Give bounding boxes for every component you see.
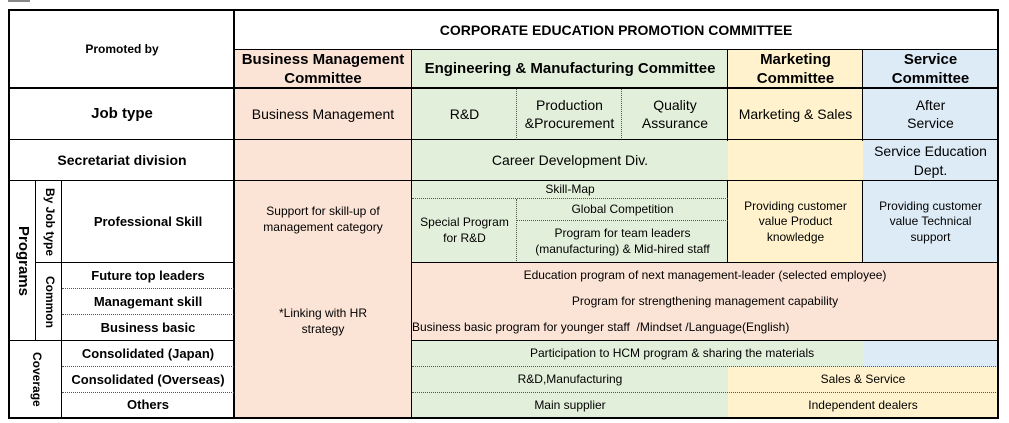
grid-line — [727, 50, 728, 141]
corner-mark — [8, 0, 30, 2]
grid-line — [35, 181, 36, 341]
others-label: Others — [127, 397, 169, 413]
business-basic-program: Business basic program for younger staff /Mindset /Language(English) — [412, 315, 998, 341]
grid-line — [411, 50, 412, 418]
job-type-label: Job type — [91, 105, 153, 123]
special-program-rnd: Special Program for R&D — [412, 199, 517, 263]
secretariat-label: Secretariat division — [57, 152, 187, 169]
service-committee: Service Committee — [863, 50, 998, 88]
grid-line — [61, 181, 62, 418]
future-top-leaders-label: Future top leaders — [91, 267, 205, 283]
professional-skill-label: Professional Skill — [93, 213, 203, 229]
grid-line — [62, 392, 234, 393]
grid-line — [10, 180, 998, 181]
grid-line — [412, 366, 998, 367]
job-quality: Quality Assurance — [622, 88, 728, 140]
service-education-dept: Service Education Dept. — [863, 140, 998, 181]
rnd-manufacturing: R&D,Manufacturing — [412, 367, 728, 393]
job-after-service: After Service — [863, 88, 998, 140]
grid-line — [62, 314, 234, 315]
support-skill-up-text: Support for skill-up of management category — [263, 204, 383, 234]
skill-map: Skill-Map — [412, 181, 728, 199]
secretariat-marketing-blank — [728, 140, 863, 181]
grid-line — [234, 49, 998, 50]
next-leader-program: Education program of next management-leader (selected employee) — [412, 263, 998, 289]
committee-title: CORPORATE EDUCATION PROMOTION COMMITTEE — [439, 22, 793, 39]
grid-line — [412, 262, 998, 263]
grid-line — [727, 181, 728, 263]
job-production: Production &Procurement — [517, 88, 622, 140]
job-rnd: R&D — [412, 88, 517, 140]
grid-line — [516, 88, 517, 140]
job-business-management: Business Management — [234, 88, 412, 140]
hcm-participation: Participation to HCM program & sharing the materials — [530, 346, 815, 361]
programs-label: Programs — [14, 225, 32, 297]
grid-line — [412, 198, 728, 199]
marketing-committee: Marketing Committee — [728, 50, 863, 88]
grid-line — [233, 10, 235, 418]
grid-line — [621, 88, 622, 140]
grid-line — [516, 199, 517, 263]
coverage-label: Coverage — [29, 352, 44, 407]
grid-line — [862, 181, 863, 263]
by-job-type-label: By Job type — [42, 187, 57, 256]
consolidated-overseas-label: Consolidated (Overseas) — [71, 371, 225, 387]
marketing-customer-value: Providing customer value Product knowledge — [728, 181, 863, 263]
grid-line — [62, 366, 234, 367]
promoted-by-label: Promoted by — [85, 41, 159, 56]
consolidated-japan-label: Consolidated (Japan) — [81, 345, 215, 361]
business-basic-label: Business basic — [100, 319, 196, 335]
sales-service: Sales & Service — [728, 367, 998, 393]
business-management-committee: Business Management Committee — [234, 50, 412, 88]
service-customer-value: Providing customer value Technical support — [863, 181, 998, 263]
global-competition: Global Competition — [517, 199, 728, 221]
grid-line — [412, 340, 998, 341]
strengthening-program: Program for strengthening management capability — [412, 289, 998, 315]
career-development-div: Career Development Div. — [412, 140, 728, 181]
grid-line — [412, 392, 998, 393]
secretariat-business-blank — [234, 140, 412, 181]
independent-dealers: Independent dealers — [728, 393, 998, 418]
grid-line — [862, 50, 863, 141]
common-label: Common — [42, 276, 57, 328]
engineering-manufacturing-committee: Engineering & Manufacturing Committee — [412, 50, 728, 88]
management-skill-label: Managemant skill — [93, 293, 203, 309]
grid-line — [10, 139, 998, 140]
grid-line — [62, 288, 234, 289]
grid-line — [10, 87, 998, 89]
program-team-leaders: Program for team leaders (manufacturing) & Mid-hired staff — [517, 221, 728, 263]
job-marketing-sales: Marketing & Sales — [728, 88, 863, 140]
main-supplier: Main supplier — [412, 393, 728, 418]
linking-hr-strategy-text: *Linking with HR strategy — [278, 306, 368, 336]
grid-line — [10, 340, 234, 341]
grid-line — [36, 262, 234, 263]
grid-line — [517, 220, 728, 221]
